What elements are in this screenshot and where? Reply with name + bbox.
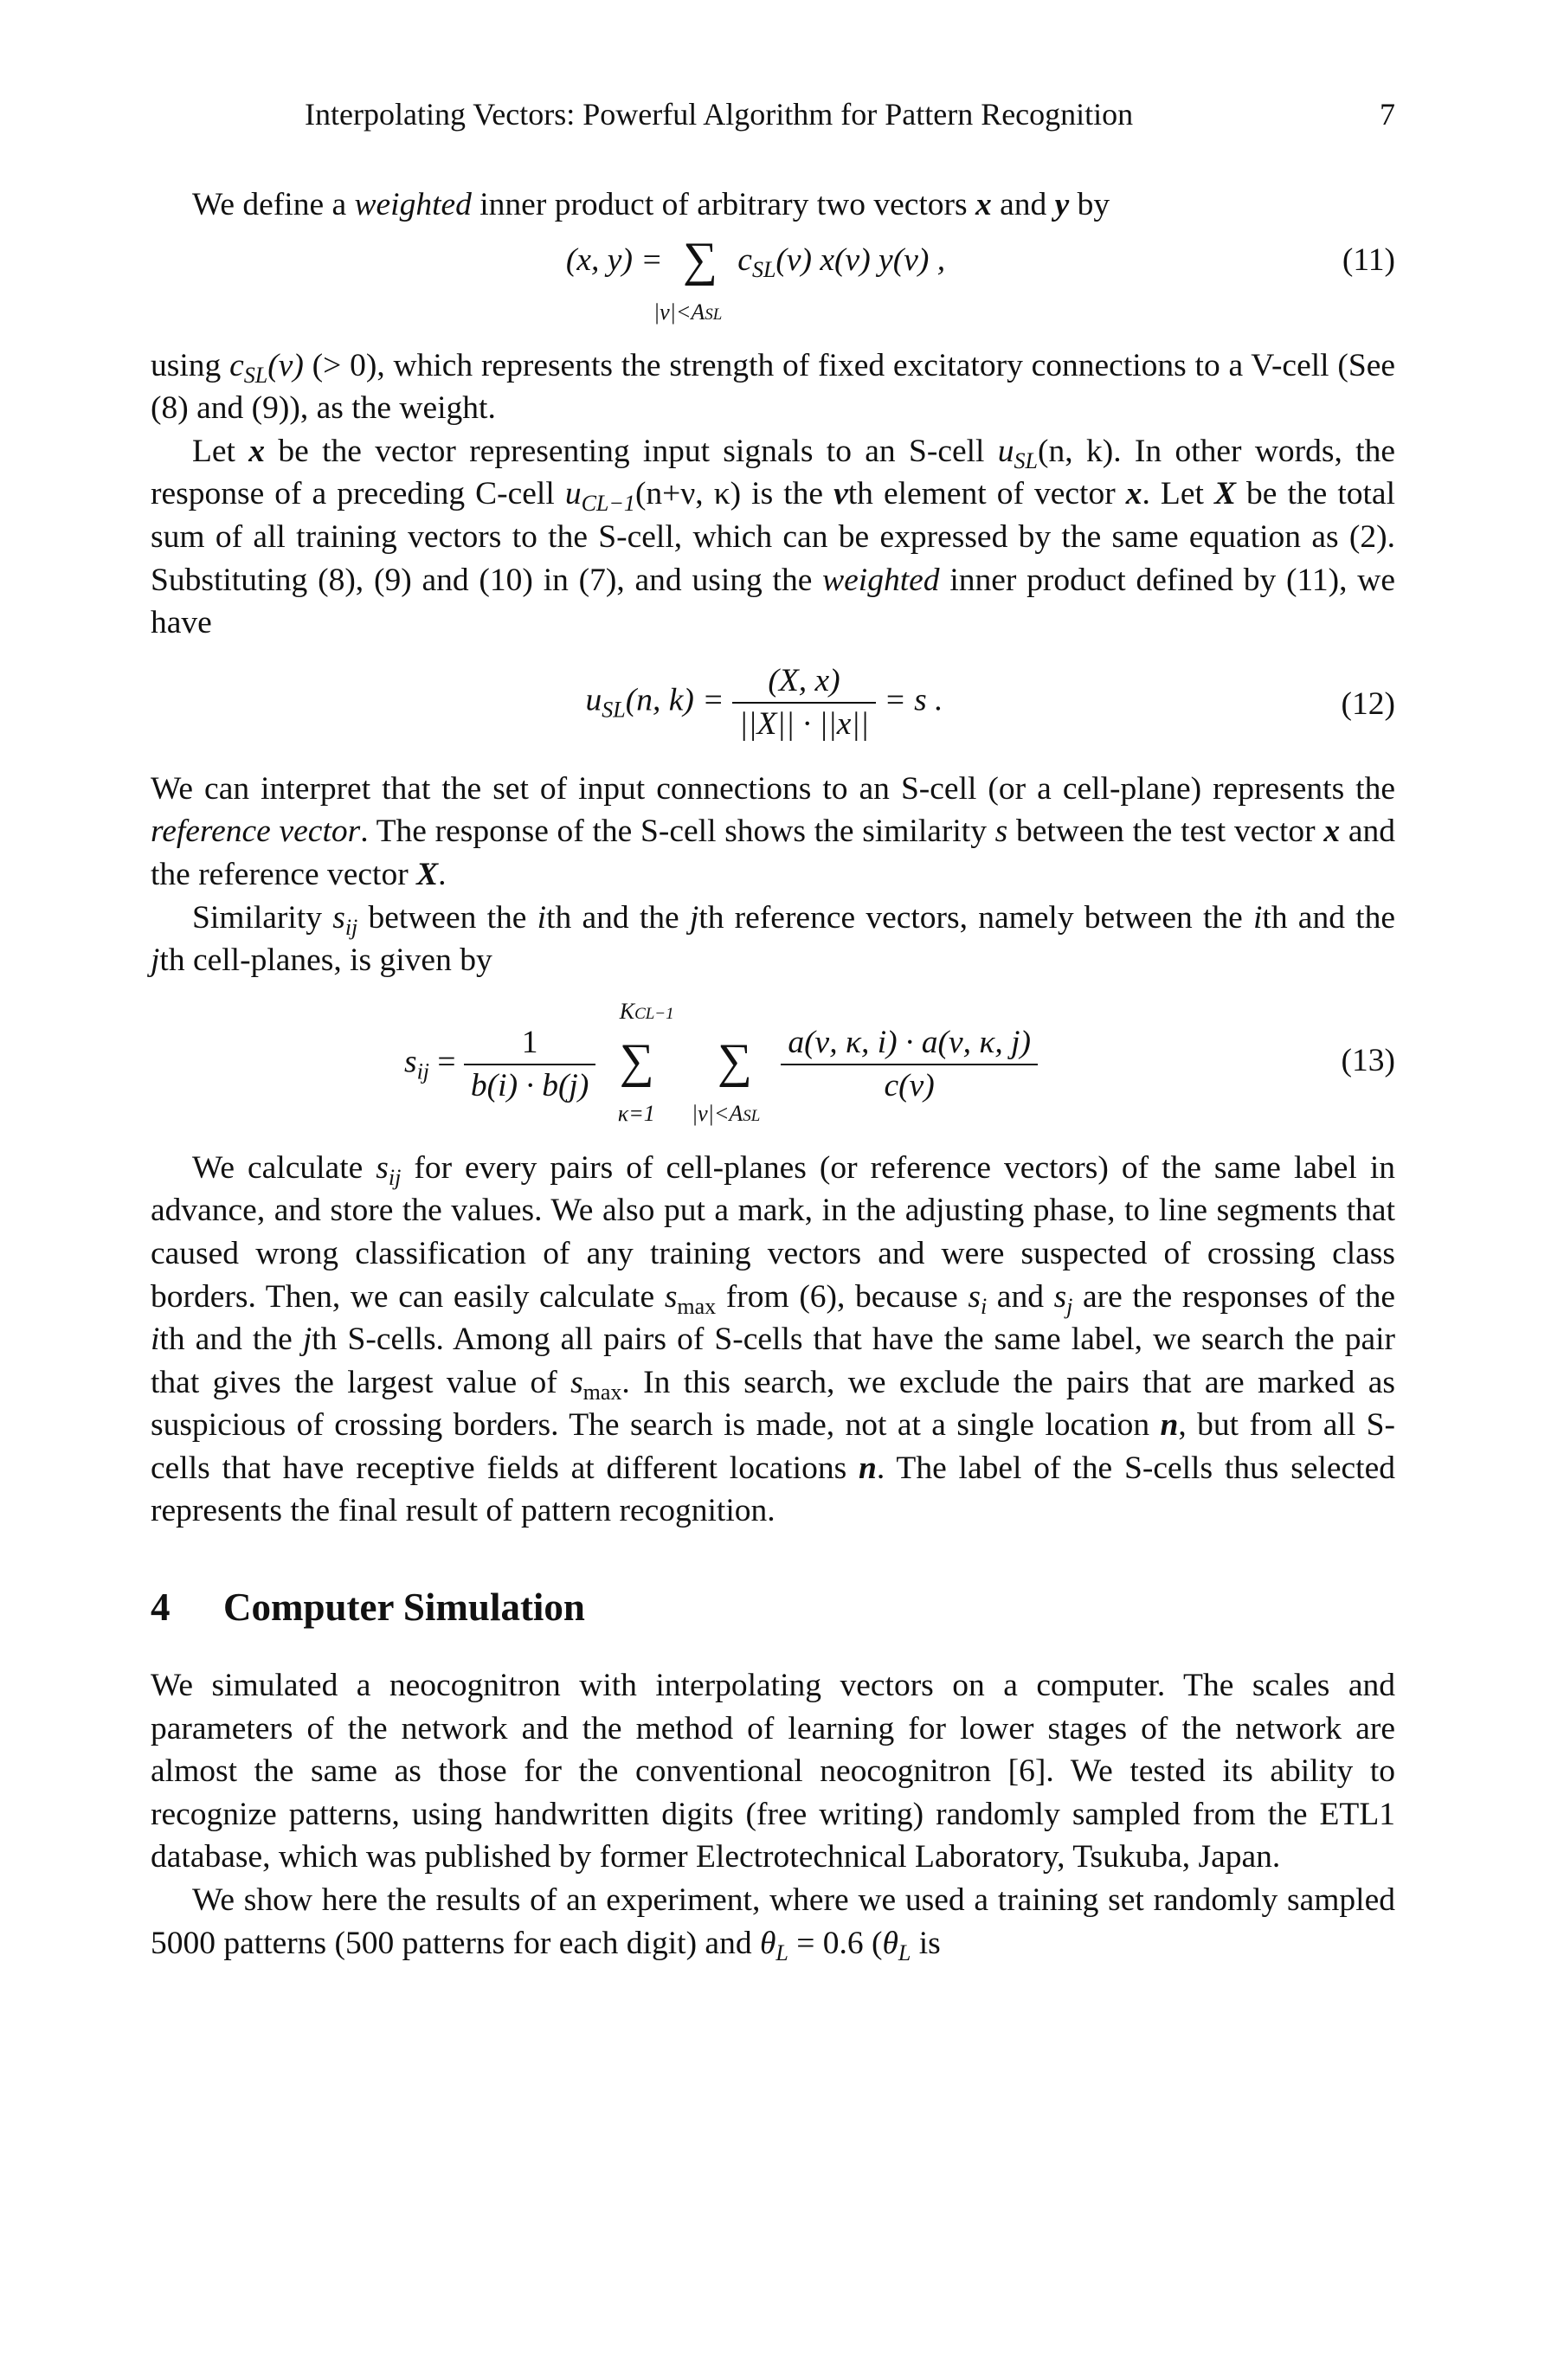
section-title: Computer Simulation xyxy=(223,1586,585,1630)
paragraph-8: We show here the results of an experiment, where we used a training set randomly sampled 5000 patterns (500 patterns for each digit) and $\theta_L = 0.6$ ($\theta_L$ is xyxy=(151,1882,1395,1965)
eq12-numerator: (X, x) xyxy=(732,660,876,704)
eq11-sum-symbol: ∑ xyxy=(683,232,718,286)
eq11-lhs: (x, y) = xyxy=(565,241,663,278)
paragraph-2: using $c_{SL}(\nu)$ (> 0), which represents the strength of fixed excitatory connections to a V-cell (See (8) and (9)), as the weight. xyxy=(151,347,1395,427)
eq12-fraction xyxy=(732,660,876,745)
eq13-number: (13) xyxy=(1341,1042,1395,1078)
paragraph-1: We define a weighted inner product of arbitrary two vectors x and y by xyxy=(192,187,1110,222)
section-number: 4 xyxy=(151,1586,171,1630)
eq13-sum2-bottom: |ν|<A xyxy=(692,1101,743,1127)
page-number: 7 xyxy=(1380,97,1395,132)
equation-12: $u_{SL}(n$, k) = $\frac{(X, x)}{||X|| \cdot ||x||}$ = s . (12) xyxy=(151,645,1395,768)
eq12-lhs: (n, k) = xyxy=(625,682,724,718)
eq13-sum1-bottom: κ=1 xyxy=(617,1101,655,1127)
paragraph-7: We simulated a neocognitron with interpolating vectors on a computer. The scales and parameters of the network and the method of learning for lower stages of the network are almost the same as those for the conventional neocognitron [6]. We tested its ability to recognize patterns, using handwritten digits (free writing) randomly sampled from the ETL1 database, which was published by former Electrotechnical Laboratory, Tsukuba, Japan. xyxy=(151,1668,1395,1875)
running-title: Interpolating Vectors: Powerful Algorithm for Pattern Recognition xyxy=(305,97,1134,132)
paragraph-3: Let x be the vector representing input signals to an S-cell $u_{SL}(n$, k). In other words, the response of a preceding C-cell $u_{CL-1}(n+\nu$, κ) is the νth element of vector x. Let X be the total sum of all training vectors to the S-cell, which can be expressed by the same equation as (2). Substituting (8), (9) and (10) in (7), and using the weighted inner product defined by (11), we have xyxy=(151,433,1396,641)
eq11-rhs: (ν) x(ν) y(ν) , xyxy=(776,241,946,278)
equation-11: (x, y) = ∑ |ν|<ASL $c_{SL}(\nu)$ x(ν) y(ν) , (11) xyxy=(565,232,1395,325)
eq13-sum1-top: K xyxy=(619,999,635,1025)
body-text xyxy=(151,183,1395,1965)
section-heading xyxy=(151,1581,1395,1633)
eq12-number: (12) xyxy=(1341,685,1395,722)
paragraph-5: Similarity $s_{ij}$ between the ith and the jth reference vectors, namely between the ith and the jth cell-planes, is given by xyxy=(151,899,1395,979)
eq11-sum-limit: |ν|<A xyxy=(653,299,705,325)
eq13-fraction-2: $\frac{a(\nu, \kappa, i) \cdot a(\nu, \kappa, j)}{c(\nu)}$ xyxy=(781,1022,1038,1107)
eq12-denominator: ||X|| · ||x|| xyxy=(738,705,870,742)
eq13-sum1-symbol: ∑ xyxy=(619,1034,654,1089)
eq13-sum2-symbol: ∑ xyxy=(718,1034,752,1089)
equation-13: $s_{ij}$ = $\frac{1}{b(i) \cdot b(j)}$ KCL−1 ∑ κ=1 ∑ |ν|<ASL $\frac{a(\nu, \kappa, i) \cdot a(\nu, \kappa, j)}{c(\nu)}$ (13) xyxy=(151,982,1395,1147)
eq11-number: (11) xyxy=(1342,241,1395,278)
paragraph-6: We calculate $s_{ij}$ for every pairs of cell-planes (or reference vectors) of the same label in advance, and store the values. We also put a mark, in the adjusting phase, to line segments that caused wrong classification of any training vectors and were suspected of crossing class borders. Then, we can easily calculate $s_{max}$ from (6), because $s_i$ and $s_j$ are the responses of the ith and the jth S-cells. Among all pairs of S-cells that have the same label, we search the pair that gives the largest value of $s_{max}$. In this search, we exclude the pairs that are marked as suspicious of crossing borders. The search is made, not at a single location n, but from all S-cells that have receptive fields at different locations n. The label of the S-cells thus selected represents the final result of pattern recognition. xyxy=(151,1149,1396,1529)
paragraph-4: We can interpret that the set of input connections to an S-cell (or a cell-plane) represents the reference vector. The response of the S-cell shows the similarity s between the test vector x and the reference vector X. xyxy=(151,770,1395,892)
eq13-fraction-1: $\frac{1}{b(i) \cdot b(j)}$ xyxy=(464,1022,595,1107)
eq12-rhs: = s . xyxy=(884,682,943,718)
